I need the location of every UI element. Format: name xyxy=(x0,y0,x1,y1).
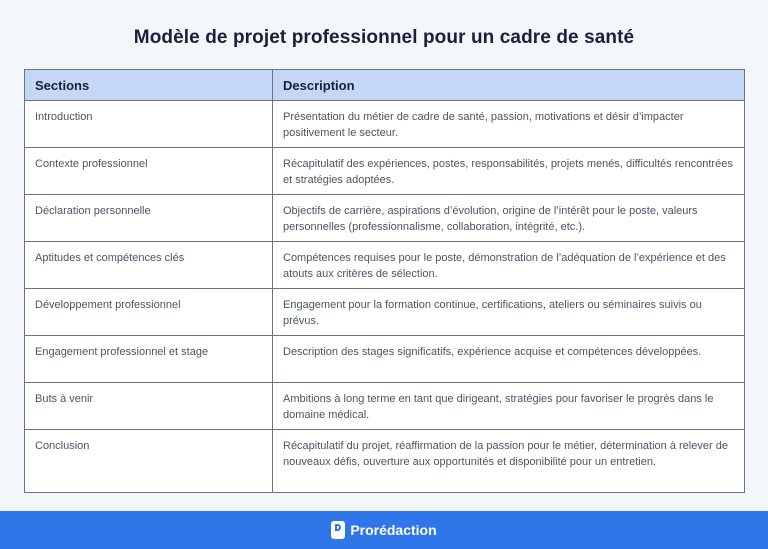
page-title: Modèle de projet professionnel pour un cadre de santé xyxy=(133,27,635,48)
table-container xyxy=(24,69,744,493)
table-row xyxy=(25,383,745,430)
table-row xyxy=(25,242,745,289)
description-cell: Présentation du métier de cadre de santé, passion, motivations et désir d’impacter positivement le secteur. xyxy=(273,101,745,148)
section-cell: Introduction xyxy=(25,101,273,148)
section-cell: Conclusion xyxy=(25,430,273,493)
table-row xyxy=(25,336,745,383)
proredaction-logo-icon xyxy=(331,521,345,539)
description-cell: Description des stages significatifs, expérience acquise et compétences développées. xyxy=(273,336,745,383)
section-cell: Contexte professionnel xyxy=(25,148,273,195)
brand-logo[interactable] xyxy=(331,521,436,539)
table-header-row xyxy=(25,70,745,101)
description-cell: Objectifs de carrière, aspirations d’évolution, origine de l’intérêt pour le poste, valeurs personnelles (professionnalisme, collaboration, intégrité, etc.). xyxy=(273,195,745,242)
header-description: Description xyxy=(273,70,745,101)
header-sections: Sections xyxy=(25,70,273,101)
table-row xyxy=(25,430,745,493)
description-cell: Ambitions à long terme en tant que dirigeant, stratégies pour favoriser le progrès dans le domaine médical. xyxy=(273,383,745,430)
table-row xyxy=(25,289,745,336)
section-cell: Développement professionnel xyxy=(25,289,273,336)
description-cell: Récapitulatif du projet, réaffirmation de la passion pour le métier, détermination à relever de nouveaux défis, ouverture aux opportunités et disponibilité pour un entretien. xyxy=(273,430,745,493)
section-cell: Aptitudes et compétences clés xyxy=(25,242,273,289)
section-cell: Déclaration personnelle xyxy=(25,195,273,242)
section-cell: Engagement professionnel et stage xyxy=(25,336,273,383)
footer-bar xyxy=(0,511,768,549)
table-row xyxy=(25,195,745,242)
description-cell: Compétences requises pour le poste, démonstration de l’adéquation de l’expérience et des atouts aux critères de sélection. xyxy=(273,242,745,289)
section-cell: Buts à venir xyxy=(25,383,273,430)
table-row xyxy=(25,148,745,195)
table-row xyxy=(25,101,745,148)
description-cell: Engagement pour la formation continue, certifications, ateliers ou séminaires suivis ou prévus. xyxy=(273,289,745,336)
description-cell: Récapitulatif des expériences, postes, responsabilités, projets menés, difficultés rencontrées et stratégies adoptées. xyxy=(273,148,745,195)
brand-name: Prorédaction xyxy=(350,522,437,538)
sections-table xyxy=(24,69,745,493)
